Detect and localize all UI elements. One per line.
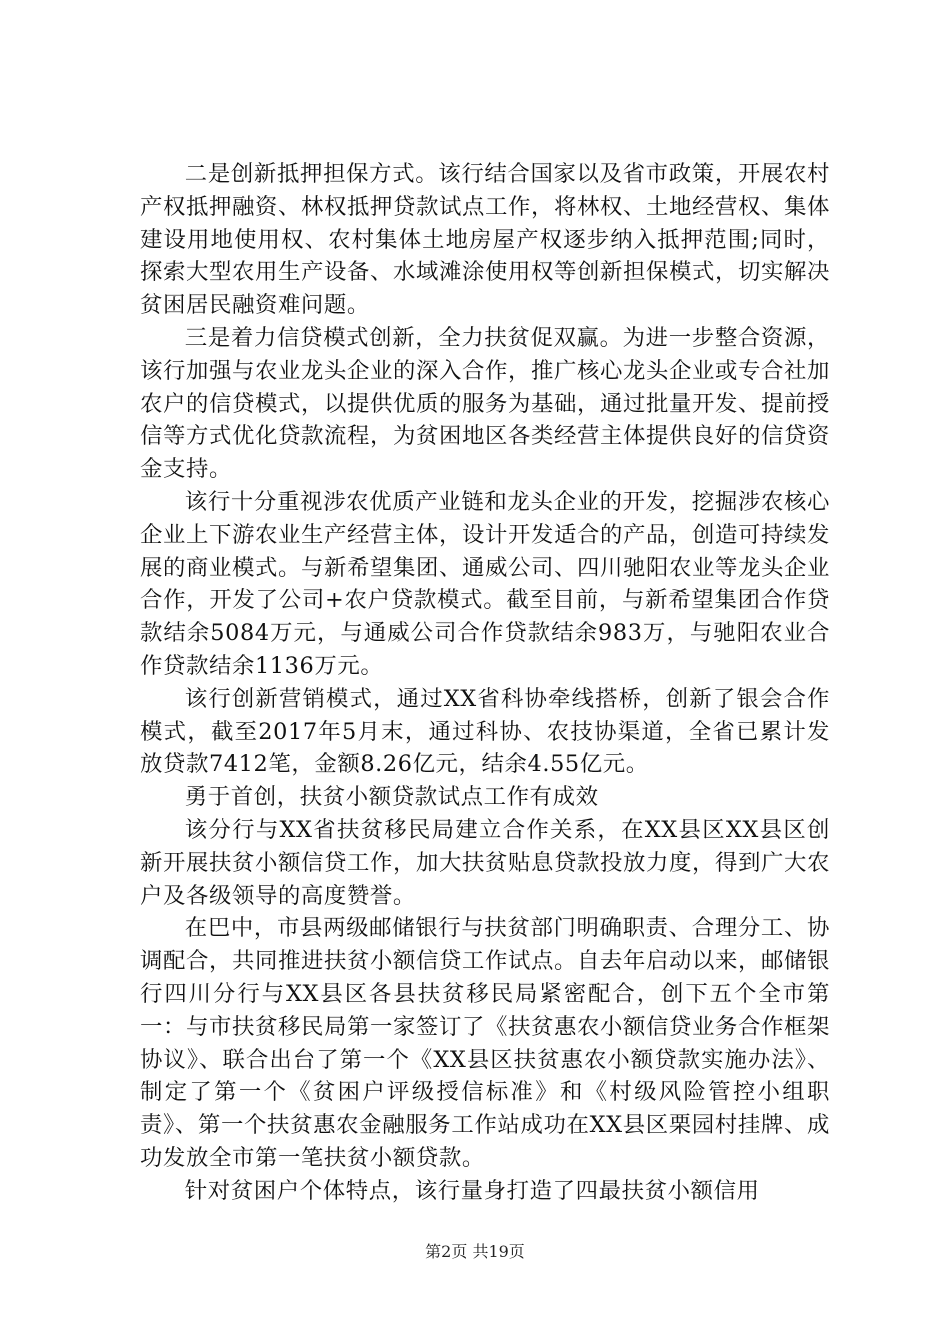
section-heading-microcredit: 勇于首创，扶贫小额贷款试点工作有成效 <box>184 784 599 811</box>
paragraph-bazhong-pilot: 在巴中，市县两级邮储银行与扶贫部门明确职责、合理分工、协调配合，共同推进扶贫小额信贷工作试点。自去年启动以来，邮储银行四川分行与XX县区各县扶贫移民局紧密配合，创下五个全市第一：与市扶贫移民局第一家签订了《扶贫惠农小额信贷业务合作框架协议》、联合出台了第一个《XX县区扶贫惠农小额贷款实施办法》、制定了第一个《贫困户评级授信标准》和《村级风险管控小组职责》、第一个扶贫惠农金融服务工作站成功在XX县区栗园村挂牌、成功发放全市第一笔扶贫小额贷款。 <box>140 915 830 1171</box>
paragraph-poverty-cooperation: 该分行与XX省扶贫移民局建立合作关系，在XX县区XX县区创新开展扶贫小额信贷工作，加大扶贫贴息贷款投放力度，得到广大农户及各级领导的高度赞誉。 <box>140 816 830 909</box>
paragraph-industry-chain: 该行十分重视涉农优质产业链和龙头企业的开发，挖掘涉农核心企业上下游农业生产经营主体，设计开发适合的产品，创造可持续发展的商业模式。与新希望集团、通威公司、四川驰阳农业等龙头企业合作，开发了公司+农户贷款模式。截至目前，与新希望集团合作贷款结余5084万元，与通威公司合作贷款结余983万，与驰阳农业合作贷款结余1136万元。 <box>140 488 830 679</box>
paragraph-marketing-model: 该行创新营销模式，通过XX省科协牵线搭桥，创新了银会合作模式，截至2017年5月末，通过科协、农技协渠道，全省已累计发放贷款7412笔，金额8.26亿元，结余4.55亿元。 <box>140 685 830 778</box>
paragraph-mortgage-innovation: 二是创新抵押担保方式。该行结合国家以及省市政策，开展农村产权抵押融资、林权抵押贷款试点工作，将林权、土地经营权、集体建设用地使用权、农村集体土地房屋产权逐步纳入抵押范围;同时，探索大型农用生产设备、水域滩涂使用权等创新担保模式，切实解决贫困居民融资难问题。 <box>140 161 830 319</box>
paragraph-tailored-products: 针对贫困户个体特点，该行量身打造了四最扶贫小额信用 <box>184 1177 760 1204</box>
paragraph-credit-model-innovation: 三是着力信贷模式创新，全力扶贫促双赢。为进一步整合资源，该行加强与农业龙头企业的深入合作，推广核心龙头企业或专合社加农户的信贷模式，以提供优质的服务为基础，通过批量开发、提前授信等方式优化贷款流程，为贫困地区各类经营主体提供良好的信贷资金支持。 <box>140 324 830 483</box>
page-number-footer: 第2页 共19页 <box>425 1242 525 1261</box>
document-body <box>140 158 830 1208</box>
